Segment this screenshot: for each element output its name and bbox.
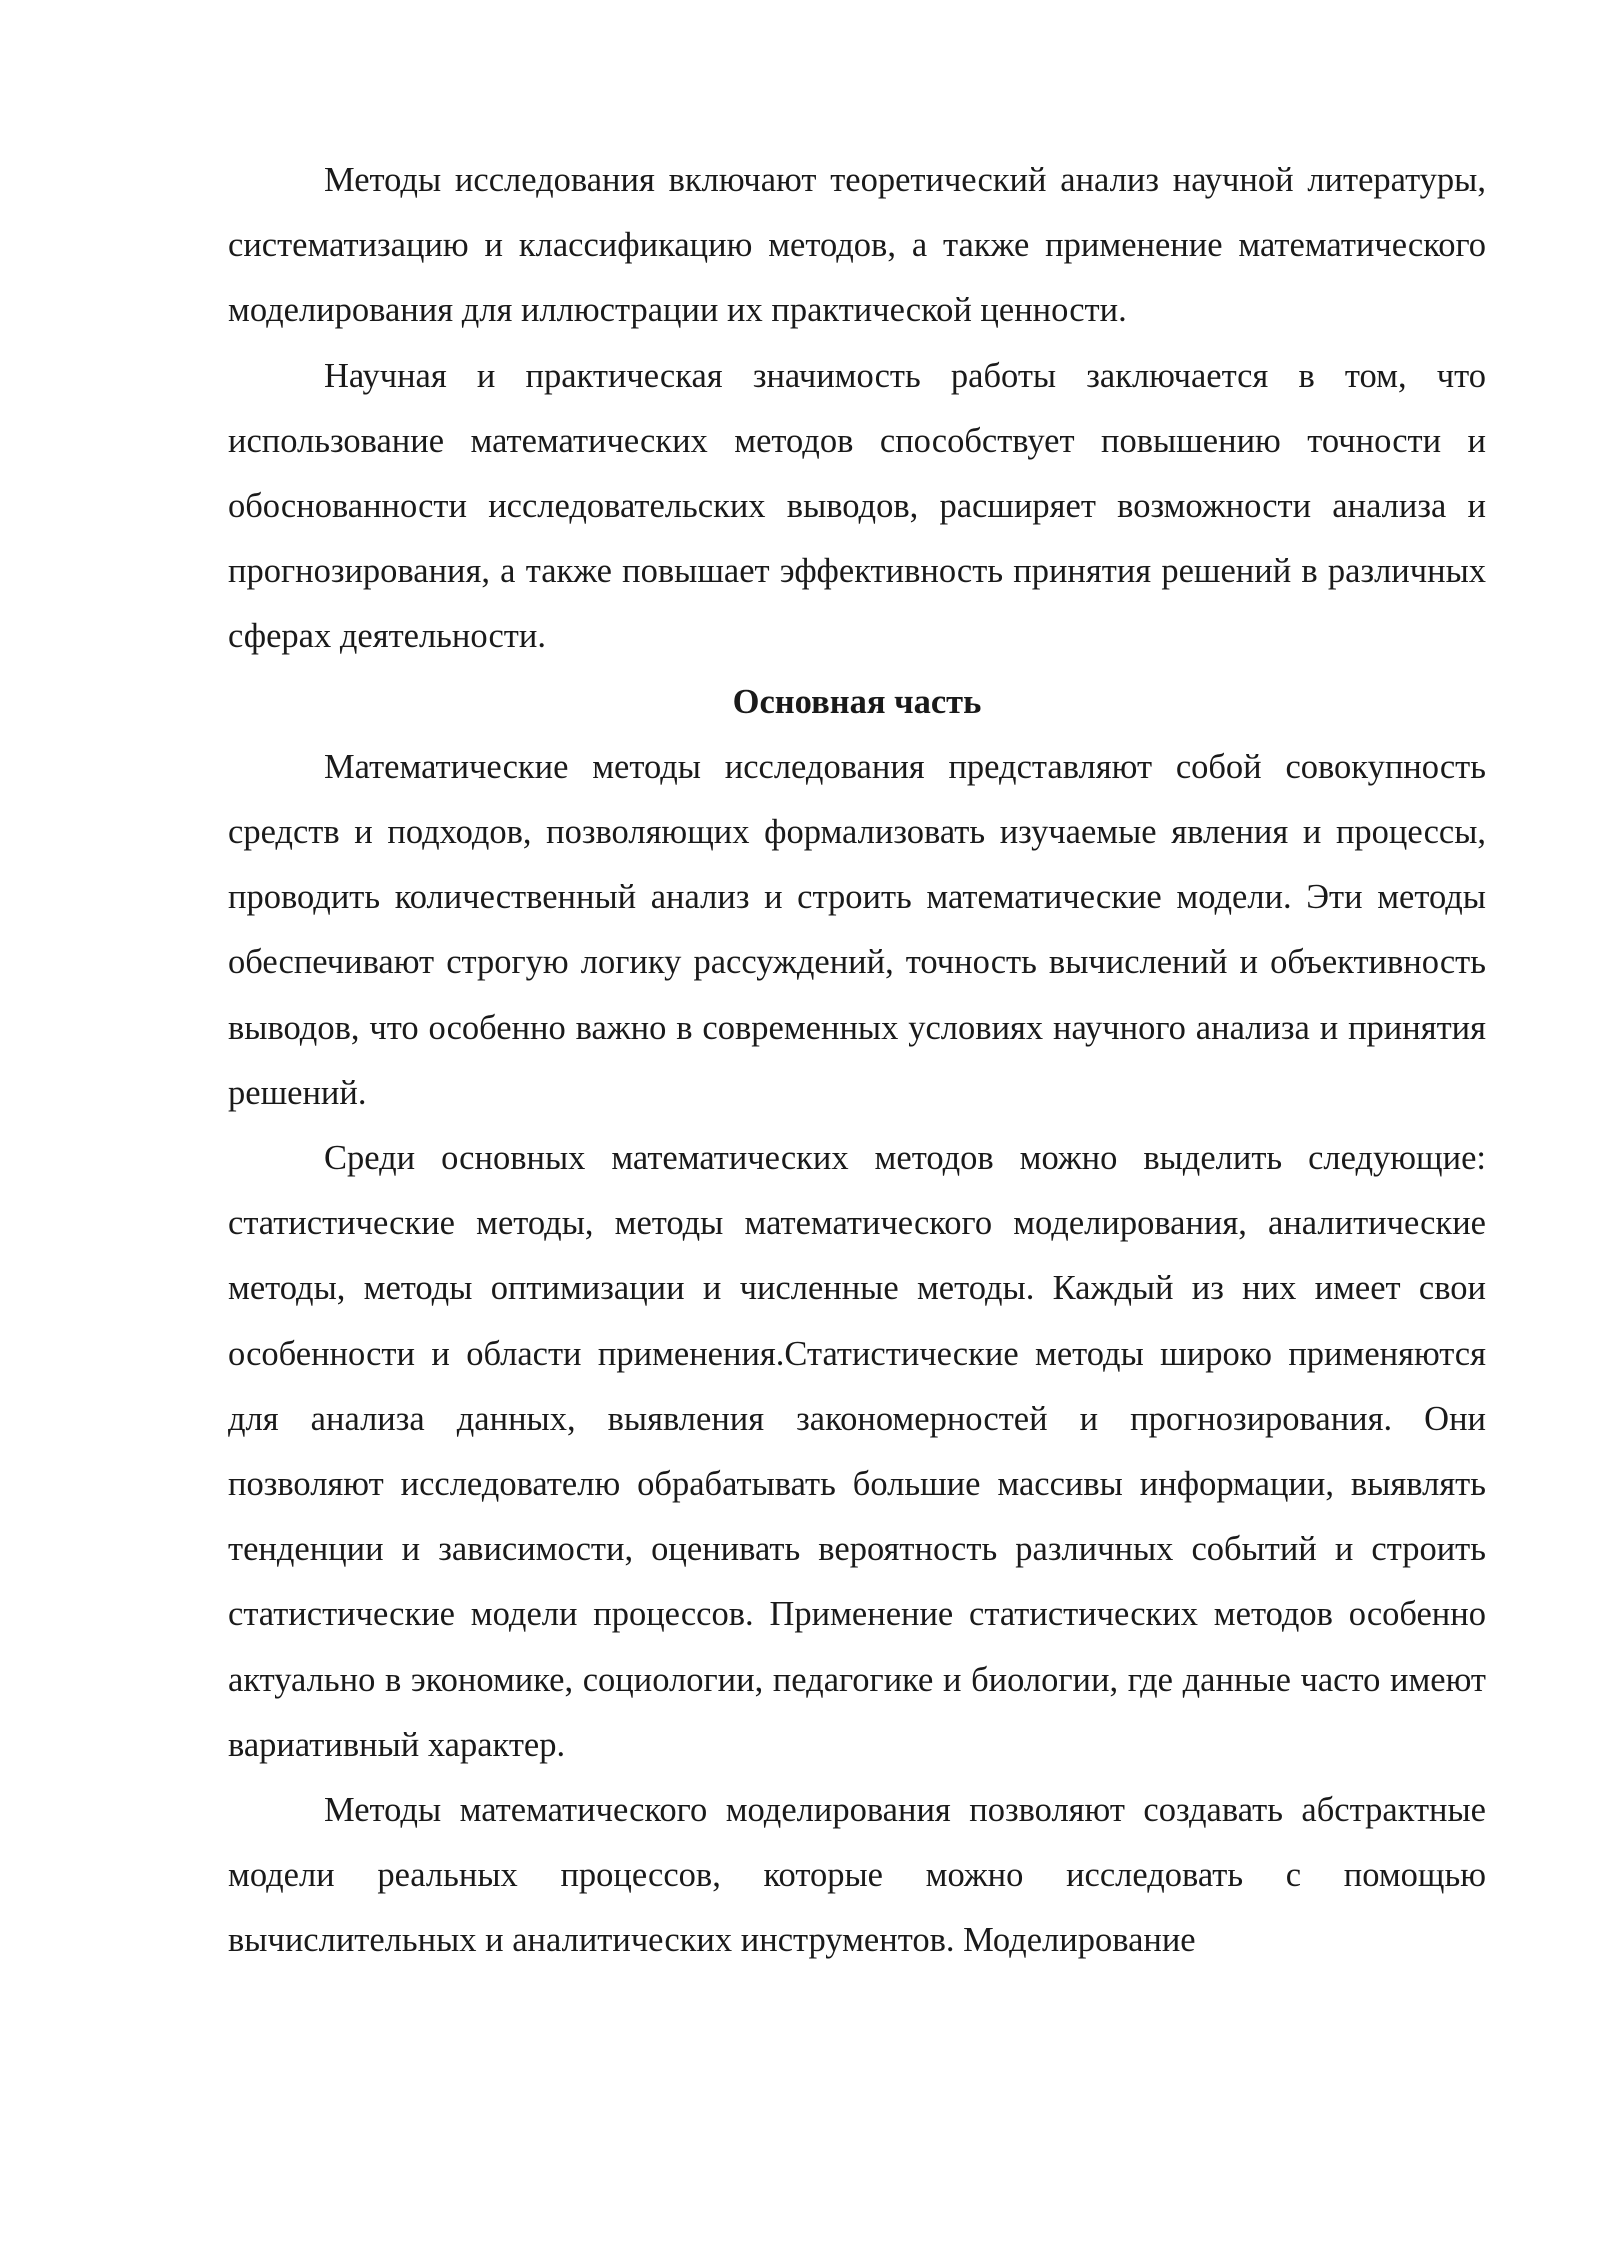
document-body (228, 148, 1486, 1974)
section-heading: Основная часть (732, 682, 982, 721)
paragraph-statistical-methods: Среди основных математических методов можно выделить следующие: статистические методы, методы математического моделирования, аналитические методы, методы оптимизации и численные методы. Каждый из них имеет свои особенности и области применения.Статистические методы широко применяются для анализа данных, выявления закономерностей и прогнозирования. Они позволяют исследователю обрабатывать большие массивы информации, выявлять тенденции и зависимости, оценивать вероятность различных событий и строить статистические модели процессов. Применение статистических методов особенно актуально в экономике, социологии, педагогике и биологии, где данные часто имеют вариативный характер. (228, 1139, 1486, 1764)
paragraph-math-methods-definition: Математические методы исследования представляют собой совокупность средств и подходов, позволяющих формализовать изучаемые явления и процессы, проводить количественный анализ и строить математические модели. Эти методы обеспечивают строгую логику рассуждений, точность вычислений и объективность выводов, что особенно важно в современных условиях научного анализа и принятия решений. (228, 747, 1486, 1112)
paragraph-modeling-methods: Методы математического моделирования позволяют создавать абстрактные модели реальных процессов, которые можно исследовать с помощью вычислительных и аналитических инструментов. Моделирование (228, 1791, 1486, 1960)
paragraph-significance: Научная и практическая значимость работы заключается в том, что использование математических методов способствует повышению точности и обоснованности исследовательских выводов, расширяет возможности анализа и прогнозирования, а также повышает эффективность принятия решений в различных сферах деятельности. (228, 356, 1486, 656)
paragraph-research-methods: Методы исследования включают теоретический анализ научной литературы, систематизацию и классификацию методов, а также применение математического моделирования для иллюстрации их практической ценности. (228, 161, 1486, 330)
